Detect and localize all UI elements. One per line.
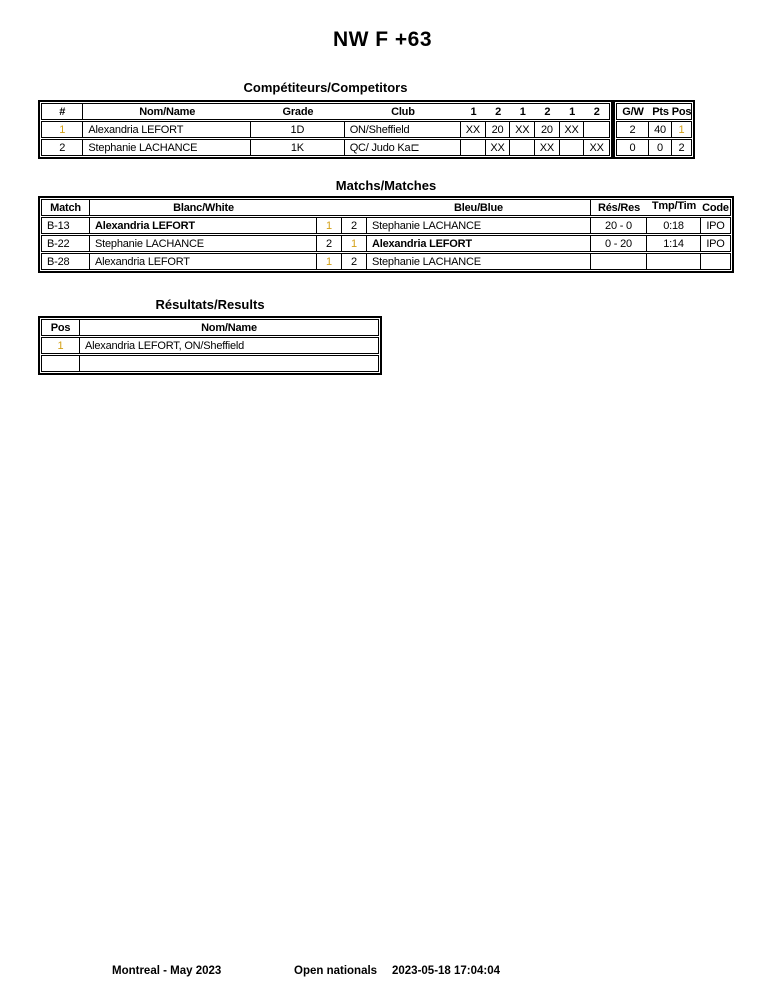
result-position (42, 356, 80, 371)
score-cell: 20 (535, 122, 560, 137)
competitor-club: ON/Sheffield (345, 122, 461, 137)
page-title: NW F +63 (332, 28, 433, 51)
wins-cell: 2 (617, 122, 649, 137)
blue-player-number: 1 (342, 236, 367, 251)
points-cell: 0 (649, 140, 672, 155)
score-cell (461, 140, 486, 155)
header-result: Rés/Res (597, 201, 640, 214)
footer-timestamp: 2023-05-18 17:04:04 (392, 965, 501, 977)
header-white: Blanc/White (173, 201, 234, 214)
competitor-grade: 1K (251, 140, 345, 155)
competitors-section-title: Compétiteurs/Competitors (243, 80, 408, 95)
points-cell: 40 (649, 122, 672, 137)
blue-player-name: Stephanie LACHANCE (367, 254, 591, 269)
competitor-grade: 1D (251, 122, 345, 137)
matches-section-title: Matchs/Matches (335, 178, 437, 193)
match-id: B-13 (42, 218, 90, 233)
score-cell (584, 122, 609, 137)
match-row (41, 253, 731, 270)
match-row (41, 217, 731, 234)
code-cell: IPO (706, 237, 725, 250)
header-blue: Bleu/Blue (367, 200, 591, 215)
match-id: B-28 (42, 254, 90, 269)
position-cell: 2 (678, 141, 685, 154)
summary-row (616, 139, 692, 156)
wins-cell: 0 (617, 140, 649, 155)
blue-player-number: 2 (342, 254, 367, 269)
header-round-3: 1 (519, 105, 526, 118)
position-cell: 1 (678, 123, 685, 136)
competitor-row (41, 139, 610, 156)
white-player-number: 2 (317, 236, 342, 251)
header-position: Pos (42, 320, 80, 335)
score-cell: XX (510, 122, 535, 137)
result-name: Alexandria LEFORT, ON/Sheffield (85, 339, 245, 352)
result-position: 1 (42, 338, 80, 353)
header-position: Pos (672, 105, 691, 118)
matches-header-row (41, 199, 731, 216)
blue-player-name: Alexandria LEFORT (367, 236, 591, 251)
result-row (41, 337, 379, 354)
match-row (41, 235, 731, 252)
code-cell (701, 254, 730, 269)
competitors-summary-table (613, 100, 695, 159)
results-header-row (41, 319, 379, 336)
header-round-6: 2 (593, 105, 600, 118)
header-club: Club (391, 105, 415, 118)
score-cell: XX (486, 140, 511, 155)
score-cell: XX (461, 122, 486, 137)
header-wins: G/W (622, 105, 644, 118)
result-cell: 20 - 0 (591, 218, 647, 233)
match-id: B-22 (42, 236, 90, 251)
blue-player-name: Stephanie LACHANCE (367, 218, 591, 233)
header-name: Nom/Name (139, 105, 196, 118)
score-cell: XX (560, 122, 585, 137)
score-cell: 20 (486, 122, 511, 137)
competitor-row (41, 121, 610, 138)
matches-table (38, 196, 734, 273)
competitors-header-row (41, 103, 610, 120)
header-round-5: 1 (569, 105, 575, 118)
header-name: Nom/Name (201, 321, 257, 334)
code-cell: IPO (706, 219, 725, 232)
time-cell: 0:18 (647, 218, 701, 233)
summary-row (616, 121, 692, 138)
results-section-title: Résultats/Results (155, 297, 265, 312)
white-player-name: Alexandria LEFORT (90, 254, 317, 269)
header-round-2: 2 (495, 105, 502, 118)
score-cell: XX (535, 140, 560, 155)
time-cell: 1:14 (647, 236, 701, 251)
header-match: Match (42, 200, 90, 215)
white-player-name: Stephanie LACHANCE (90, 236, 317, 251)
blue-player-number: 2 (342, 218, 367, 233)
competitor-number: 2 (42, 140, 83, 155)
header-spacer (317, 200, 367, 215)
score-cell (560, 140, 585, 155)
header-round-4: 2 (544, 105, 551, 118)
header-code: Code (702, 201, 729, 214)
score-cell (510, 140, 535, 155)
white-player-number: 1 (317, 254, 342, 269)
result-cell: 0 - 20 (591, 236, 647, 251)
result-name (80, 356, 378, 371)
page-footer (0, 965, 765, 981)
competitor-club: QC/ Judo Ka⊏ (345, 140, 461, 155)
time-cell (647, 254, 701, 269)
result-cell (591, 254, 647, 269)
summary-header-row (616, 103, 692, 120)
header-time: Tmp/Tim (651, 199, 697, 212)
score-cell: XX (589, 141, 604, 154)
competitor-name: Alexandria LEFORT (83, 122, 251, 137)
white-player-number: 1 (317, 218, 342, 233)
competitor-number: 1 (42, 122, 83, 137)
white-player-name: Alexandria LEFORT (90, 218, 317, 233)
footer-event-location: Montreal - May 2023 (112, 965, 222, 977)
competitors-table (38, 100, 613, 159)
competitor-name: Stephanie LACHANCE (83, 140, 251, 155)
footer-event-name: Open nationals (294, 965, 378, 977)
header-round-1: 1 (470, 105, 477, 118)
header-number: # (42, 104, 83, 119)
header-grade: Grade (282, 105, 314, 118)
header-points: Pts (652, 105, 669, 118)
results-table (38, 316, 382, 375)
result-row (41, 355, 379, 372)
